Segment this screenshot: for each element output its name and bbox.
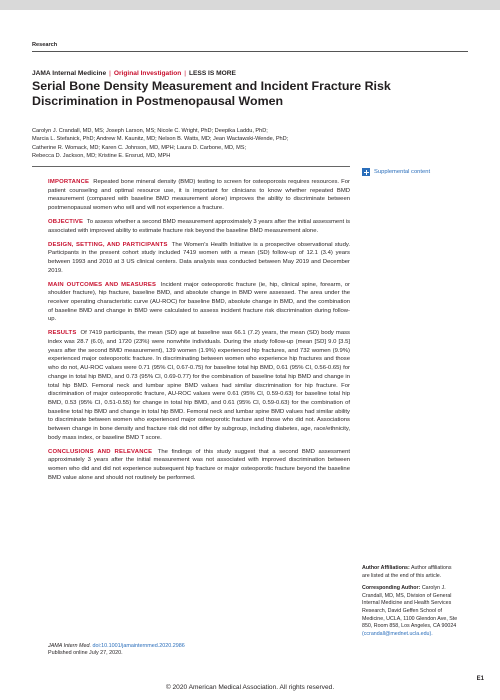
author-line[interactable]: Rebecca D. Jackson, MD; Kristine E. Ensrud, MD, MPH bbox=[32, 153, 171, 160]
abstract-text: Of 7419 participants, the mean (SD) age at baseline was 66.1 (7.2) years, the mean (SD) body mass index was 28.7 (6.0), and 1720 (23%) were nonwhite individuals. During the study follow-up (mean [SD] 9.0 [3.5] years after the second BMD measurement), 139 women (1.9%) experienced hip fractures, and 732 women (9.9%) experienced major osteoporotic fracture. In discriminating between women who experience hip fractures and those who do not, AU-ROC values were 0.71 (95% CI, 0.67-0.75) for baseline total hip BMD, 0.61 (95% CI, 0.56-0.65) for change in total hip BMD, and 0.73 (95% CI, 0.69-0.77) for the combination of baseline total hip BMD and change in total hip BMD. Femoral neck and lumbar spine BMD values had similar discrimination for hip fracture. For discrimination of major osteoporotic fracture, AU-ROC values were 0.61 (95% CI, 0.59-0.63) for baseline total hip BMD, 0.53 (95% CI, 0.51-0.55) for change in total hip BMD, and 0.61 (95% CI, 0.59-0.63) for the combination of baseline total hip BMD and change in total hip BMD. Femoral neck and lumbar spine BMD values had similar ability to discriminate between women who experienced major osteoporotic fracture and those who did not. Associations between change in bone density and fracture risk did not differ by subgroup, including diabetes, age, race/ethnicity, body mass index, or baseline BMD T score. bbox=[48, 330, 350, 441]
supplemental-content-link[interactable] bbox=[362, 168, 472, 176]
journal-line bbox=[32, 70, 236, 77]
sidebar bbox=[362, 166, 472, 176]
author-line[interactable]: Carolyn J. Crandall, MD, MS; Joseph Larson, MS; Nicole C. Wright, PhD; Deepika Laddu, PhD; bbox=[32, 128, 268, 134]
series-label: LESS IS MORE bbox=[189, 70, 236, 77]
abstract-importance bbox=[48, 178, 350, 213]
plus-icon bbox=[362, 168, 370, 176]
email-link[interactable]: (ccrandall@mednet.ucla.edu). bbox=[362, 630, 433, 637]
abstract-heading: OBJECTIVE bbox=[48, 219, 84, 225]
author-list bbox=[32, 127, 382, 161]
affiliations-text: Author affiliations are listed at the end of this article. bbox=[362, 565, 452, 579]
published-date: Published online July 27, 2020. bbox=[48, 650, 123, 657]
abstract-text: The findings of this study suggest that a second BMD assessment approximately 3 years after the initial measurement was not associated with improved discrimination between women who did and did not experience subsequent hip fracture or major osteoporotic fracture beyond the baseline BMD value alone and should not routinely be performed. bbox=[48, 448, 350, 481]
abstract-heading: IMPORTANCE bbox=[48, 179, 90, 185]
page-number: E1 bbox=[476, 676, 484, 682]
section-label: Research bbox=[32, 42, 58, 48]
journal-name: JAMA Internal Medicine bbox=[32, 70, 107, 77]
separator: | bbox=[109, 70, 111, 77]
abstract-heading: RESULTS bbox=[48, 330, 77, 337]
abstract-text: To assess whether a second BMD measurement approximately 3 years after the initial assessment is associated with improved ability to estimate fracture risk beyond the baseline BMD measurement alone. bbox=[48, 219, 351, 234]
abstract-heading: DESIGN, SETTING, AND PARTICIPANTS bbox=[48, 241, 168, 248]
abstract-heading: CONCLUSIONS AND RELEVANCE bbox=[48, 448, 153, 455]
abstract-design bbox=[48, 241, 350, 276]
top-band bbox=[0, 0, 500, 10]
abstract-objective bbox=[48, 218, 350, 235]
separator: | bbox=[184, 70, 186, 77]
abstract-text: Incident major osteoporotic fracture (ie, hip, clinical spine, forearm, or shoulder fracture), hip fracture, baseline BMD, and absolute change in BMD were assessed. The area under the receiver operating characteristic curve (AU-ROC) for baseline BMD, absolute change in BMD, and the combination of baseline BMD and change in BMD were calculated to assess incident fracture risk discrimination during follow-up. bbox=[48, 281, 350, 323]
header-rule bbox=[32, 51, 468, 52]
article-title: Serial Bone Density Measurement and Incident Fracture Risk Discrimination in Postmenopausal Women bbox=[32, 79, 391, 108]
supplemental-label: Supplemental content bbox=[374, 169, 431, 175]
affiliations-label: Author Affiliations: bbox=[362, 565, 410, 571]
side-notes bbox=[362, 565, 458, 643]
abstract-heading: MAIN OUTCOMES AND MEASURES bbox=[48, 281, 157, 288]
author-line[interactable]: Marcia L. Stefanick, PhD; Andrew M. Kaunitz, MD; Nelson B. Watts, MD; Jean Wactawski-Wende, PhD; bbox=[32, 136, 289, 143]
author-affiliations bbox=[362, 565, 458, 580]
abstract-outcomes bbox=[48, 281, 350, 325]
abstract-text: The Women's Health Initiative is a prospective observational study. Participants in the present cohort study included 7419 women with a mean (SD) follow-up of 12.1 (3.4) years between 1993 and 2010 at 3 US clinical centers. Data analysis was conducted between May 2019 and December 2019. bbox=[48, 241, 350, 274]
citation-line bbox=[48, 643, 185, 650]
author-line[interactable]: Catherine R. Womack, MD; Karen C. Johnson, MD, MPH; Laura D. Carbone, MD, MS; bbox=[32, 144, 247, 151]
abstract-conclusions bbox=[48, 448, 350, 483]
article-type: Original Investigation bbox=[113, 70, 182, 77]
copyright-footer: © 2020 American Medical Association. All rights reserved. bbox=[165, 684, 335, 691]
corresponding-text: Carolyn J. Crandall, MD, MS, Division of General Internal Medicine and Health Services Research, David Geffen School of Medicine, UCLA, 1100 Glendon Ave, Ste 850, Room 858, Los Angeles, CA 90024 bbox=[362, 585, 458, 630]
abstract-results bbox=[48, 329, 350, 442]
abstract bbox=[32, 166, 350, 671]
citation-journal: JAMA Intern Med. bbox=[48, 643, 91, 649]
corresponding-label: Corresponding Author: bbox=[362, 585, 421, 592]
citation bbox=[48, 643, 185, 658]
corresponding-author bbox=[362, 585, 458, 638]
abstract-rule bbox=[32, 166, 350, 167]
abstract-text: Repeated bone mineral density (BMD) testing to screen for osteoporosis requires resources. For patient counseling and optimal resource use, it is important for clinicians to know whether repeated BMD measurement (compared with baseline BMD measurement alone) improves the ability to discriminate between postmenopausal women who will and will not experience a fracture. bbox=[48, 179, 351, 212]
abstract-body bbox=[48, 178, 350, 488]
doi-link[interactable]: doi:10.1001/jamainternmed.2020.2986 bbox=[92, 643, 185, 649]
